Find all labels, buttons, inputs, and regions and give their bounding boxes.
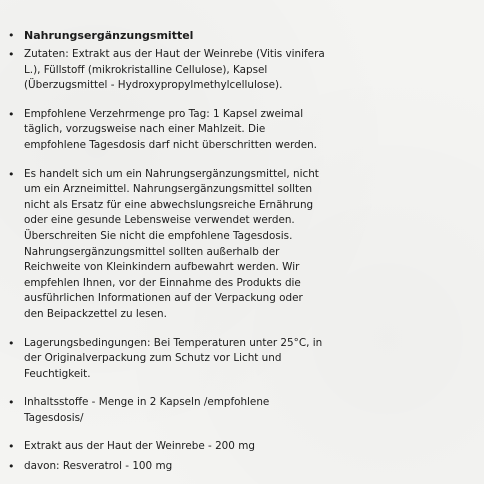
bullet-point: • — [8, 460, 15, 474]
warnings-text: Es handelt sich um ein Nahrungsergänzungsmittel, nicht um ein Arzneimittel. Nahrungsergänzungsmittel sollten nicht als Ersatz für eine abwechslungsreiche Ernährung oder eine gesunde Lebensweise verwendet werden. Überschreiten Sie nicht die empfohlene Tagesdosis. Nahrungsergänzungsmittel sollten außerhalb der Reichweite von Kleinkindern aufbewahrt werden. Wir empfehlen Ihnen, vor der Einnahme des Produkts die ausführlichen Informationen auf der Verpackung oder den Beipackzettel zu lesen. — [24, 167, 319, 320]
list-item-ingredients — [8, 47, 470, 94]
document-heading-row — [8, 28, 470, 43]
storage-text: Lagerungsbedingungen: Bei Temperaturen unter 25°C, in der Originalverpackung zum Schutz vor Licht und Feuchtigkeit. — [24, 336, 323, 380]
resveratrol-amount-text: davon: Resveratrol - 100 mg — [24, 460, 173, 473]
list-item-resveratrol-amount — [8, 459, 470, 475]
recommended-dose-text: Empfohlene Verzehrmenge pro Tag: 1 Kapsel zweimal täglich, vorzugsweise nach einer Mahlzeit. Die empfohlene Tagesdosis darf nicht überschritten werden. — [24, 107, 317, 151]
list-item-storage — [8, 336, 470, 383]
list-item-extract-amount — [8, 439, 470, 455]
list-item-contents-heading — [8, 395, 470, 426]
bullet-point: • — [8, 167, 15, 181]
bullet-point: • — [8, 48, 15, 61]
bullet-point: • — [8, 336, 15, 350]
bullet-point: • — [8, 29, 15, 42]
list-item-recommended-dose — [8, 107, 470, 154]
bullet-point: • — [8, 107, 15, 121]
ingredients-text: Zutaten: Extrakt aus der Haut der Weinrebe (Vitis vinifera L.), Füllstoff (mikrokristalline Cellulose), Kapsel (Überzugsmittel - Hydroxypropylmethylcellulose). — [24, 48, 325, 92]
contents-heading-text: Inhaltsstoffe - Menge in 2 Kapseln /empfohlene Tagesdosis/ — [24, 396, 270, 424]
document-title: Nahrungsergänzungsmittel — [24, 29, 194, 42]
list-item-warnings — [8, 167, 470, 323]
extract-amount-text: Extrakt aus der Haut der Weinrebe - 200 mg — [24, 440, 255, 453]
bullet-point: • — [8, 396, 15, 410]
bullet-point: • — [8, 440, 15, 454]
